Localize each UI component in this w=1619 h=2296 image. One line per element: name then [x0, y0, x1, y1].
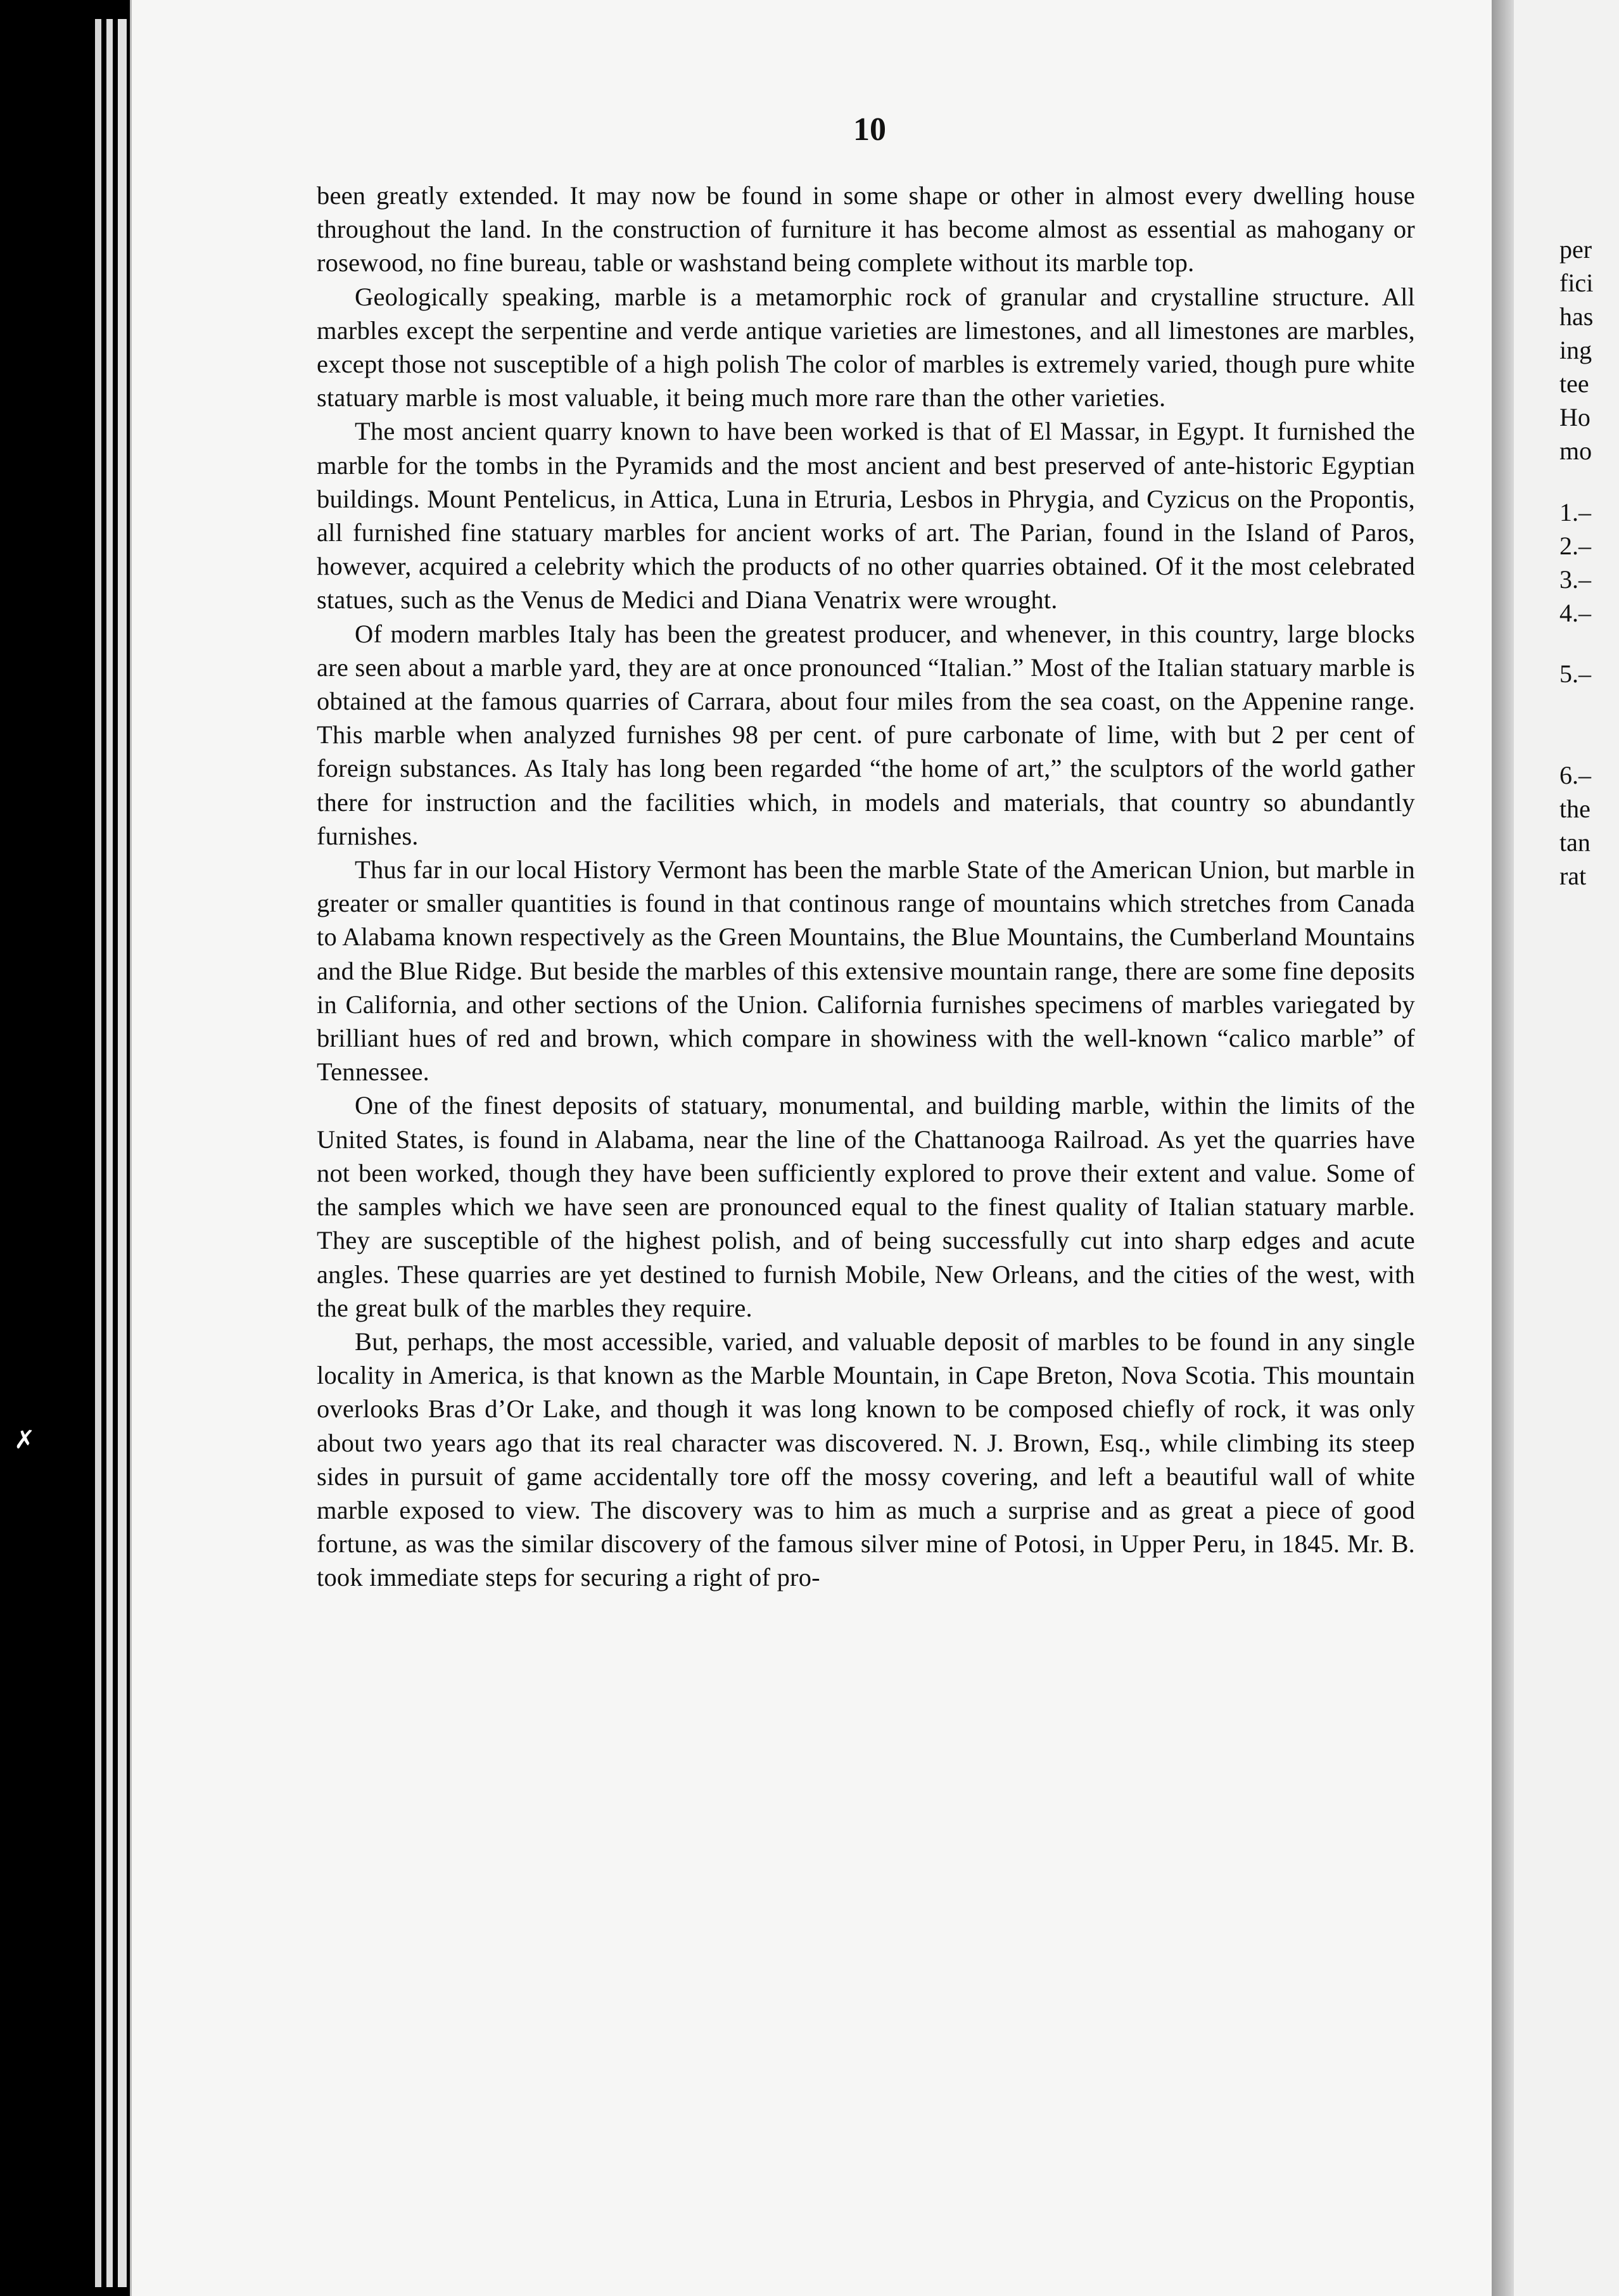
- book-gutter: [1492, 0, 1514, 2296]
- page-edge: [106, 19, 113, 2287]
- facing-fragment: 1.–: [1559, 498, 1591, 526]
- facing-fragment: mo: [1559, 437, 1592, 465]
- facing-fragment: the: [1559, 794, 1590, 823]
- paragraph: The most ancient quarry known to have been worked is that of El Massar, in Egypt. It furnished the marble for the tombs in the Pyramids and the most ancient and best preserved of ante-historic Egyptian buildings. Mount Pentelicus, in Attica, Luna in Etruria, Lesbos in Phrygia, and Cyzicus on the Propontis, all furnished fine statuary marbles for ancient works of art. The Parian, found in the Island of Paros, however, acquired a celebrity which the products of no other quarries obtained. Of it the most celebrated statues, such as the Venus de Medici and Diana Venatrix were wrought.: [317, 417, 1415, 615]
- facing-fragment: tee: [1559, 369, 1589, 398]
- facing-fragment: 3.–: [1559, 565, 1591, 594]
- paragraph: One of the finest deposits of statuary, monumental, and building marble, within the limits of the United States, is found in Alabama, near the line of the Chattanooga Railroad. As yet the quarries have not been worked, though they have been sufficiently explored to prove their extent and value. Some of the samples which we have seen are pronounced equal to the finest quality of Italian statuary marble. They are susceptible of the highest polish, and of being successfully cut into sharp edges and acute angles. These quarries are yet destined to furnish Mobile, New Orleans, and the cities of the west, with the great bulk of the marbles they require.: [317, 1091, 1415, 1322]
- facing-fragment: 2.–: [1559, 532, 1591, 560]
- paragraph: But, perhaps, the most accessible, varied, and valuable deposit of marbles to be found in any single locality in America, is that known as the Marble Mountain, in Cape Breton, Nova Scotia. This mountain overlooks Bras d’Or Lake, and though it was long known to be composed chiefly of rock, it was only about two years ago that its real character was discovered. N. J. Brown, Esq., while climbing its steep sides in pursuit of game accidentally tore off the mossy covering, and left a beautiful wall of white marble exposed to view. The discovery was to him as much a surprise and as great a piece of good fortune, as was the similar discovery of the famous silver mine of Potosi, in Upper Peru, in 1845. Mr. B. took immediate steps for securing a right of pro-: [317, 1327, 1415, 1592]
- page-number-text: 10: [853, 112, 886, 148]
- facing-fragment: 6.–: [1559, 761, 1591, 789]
- scan-mark-icon: ✗: [14, 1425, 35, 1455]
- page-number: [0, 111, 1619, 148]
- facing-fragment: per: [1559, 235, 1592, 264]
- body-text: [317, 179, 1415, 1595]
- facing-fragment: 4.–: [1559, 599, 1591, 627]
- facing-fragment: ing: [1559, 336, 1592, 364]
- facing-fragment: Ho: [1559, 403, 1590, 431]
- page-edge: [118, 19, 127, 2287]
- facing-fragment: 5.–: [1559, 660, 1591, 688]
- paragraph: Thus far in our local History Vermont has been the marble State of the American Union, but marble in greater or smaller quantities is found in that continous range of mountains which stretches from Canada to Alabama known respectively as the Green Mountains, the Blue Mountains, the Cumberland Mountains and the Blue Ridge. But beside the marbles of this extensive mountain range, there are some fine deposits in California, and other sections of the Union. California furnishes specimens of marbles variegated by brilliant hues of red and brown, which compare in showiness with the well-known “calico marble” of Tennessee.: [317, 855, 1415, 1087]
- paragraph: Of modern marbles Italy has been the greatest producer, and whenever, in this country, large blocks are seen about a marble yard, they are at once pronounced “Italian.” Most of the Italian statuary marble is obtained at the famous quarries of Carrara, about four miles from the sea coast, on the Appenine range. This marble when analyzed furnishes 98 per cent. of pure carbonate of lime, with but 2 per cent of foreign substances. As Italy has long been regarded “the home of art,” the sculptors of the world gather there for instruction and the facilities which, in models and materials, that country so abundantly furnishes.: [317, 619, 1415, 850]
- paragraph: been greatly extended. It may now be found in some shape or other in almost every dwelling house throughout the land. In the construction of furniture it has become almost as essential as mahogany or rosewood, no fine bureau, table or washstand being complete without its marble top.: [317, 181, 1415, 277]
- page-edge: [95, 19, 101, 2287]
- paragraph: Geologically speaking, marble is a metamorphic rock of granular and crystalline structure. All marbles except the serpentine and verde antique varieties are limestones, and all limestones are marbles, except those not susceptible of a high polish The color of marbles is extremely varied, though pure white statuary marble is most valuable, it being much more rare than the other varieties.: [317, 282, 1415, 412]
- facing-fragment: rat: [1559, 862, 1587, 890]
- facing-fragment: tan: [1559, 828, 1590, 857]
- facing-fragment: has: [1559, 302, 1594, 331]
- facing-fragment: fici: [1559, 269, 1594, 297]
